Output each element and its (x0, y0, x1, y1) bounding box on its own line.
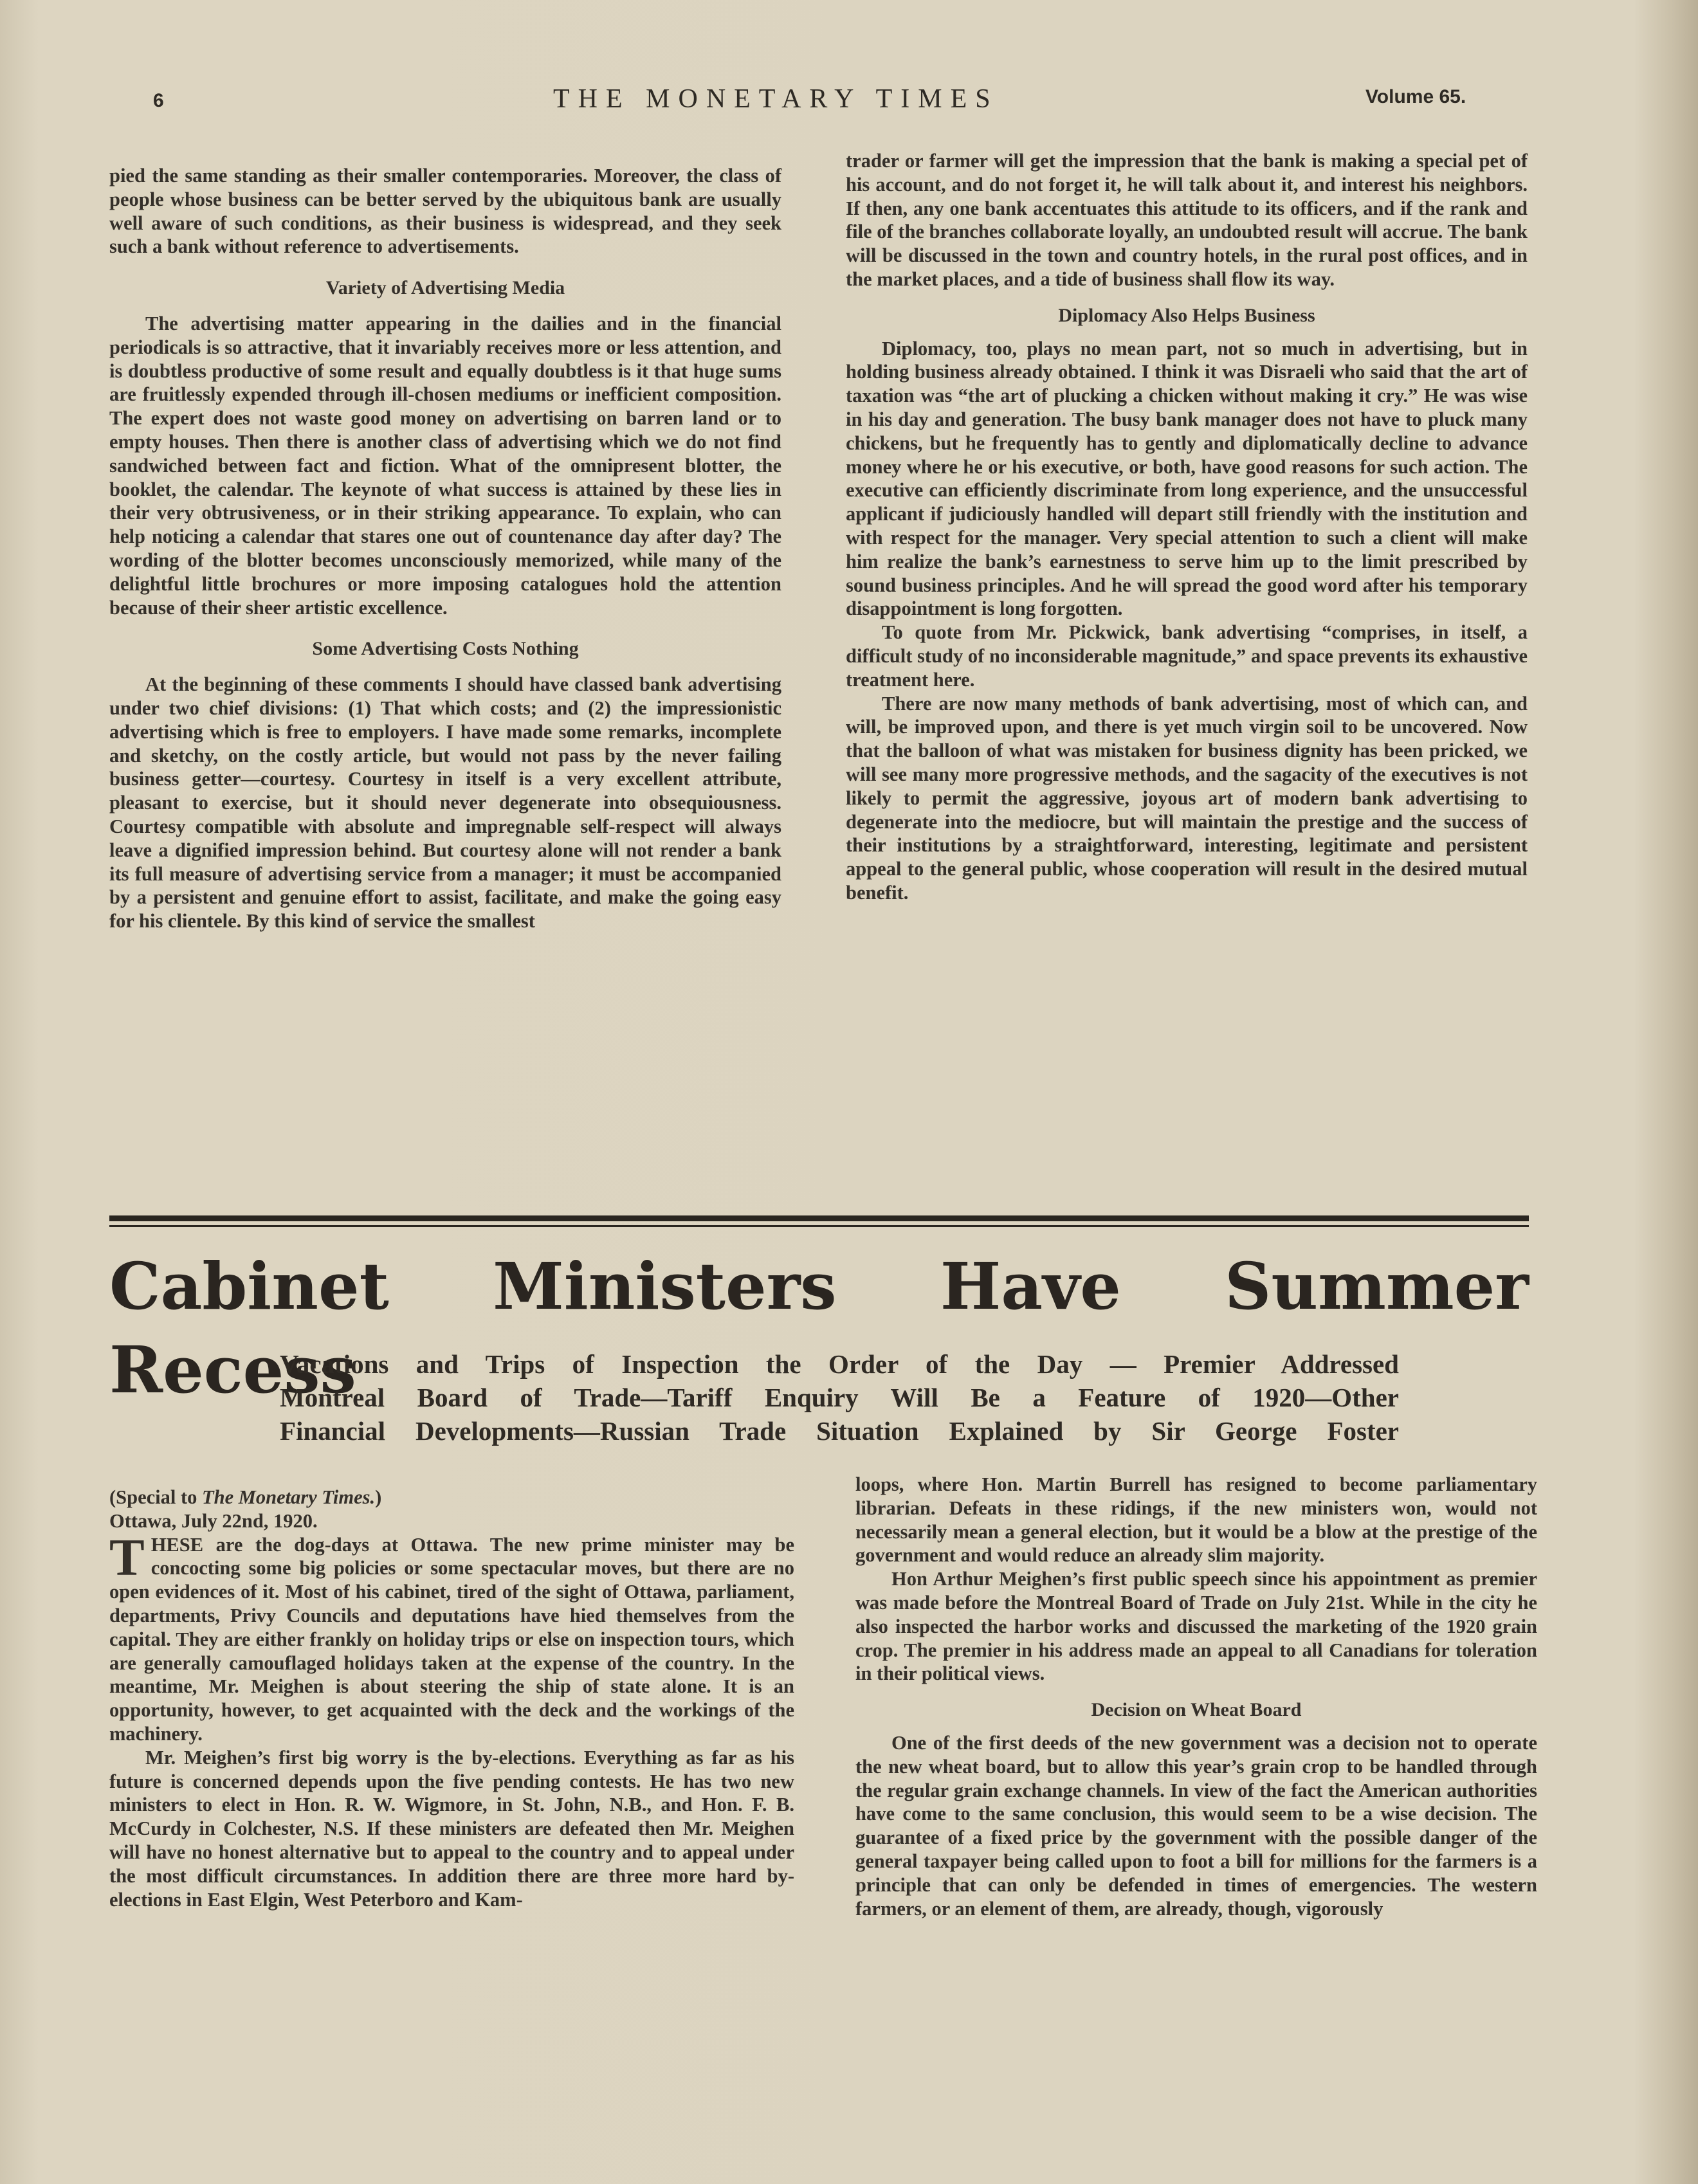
masthead-title: THE MONETARY TIMES (553, 84, 999, 114)
section-heading: Decision on Wheat Board (1091, 1699, 1302, 1721)
section-heading: Some Advertising Costs Nothing (312, 638, 579, 660)
column-top-left (109, 164, 781, 933)
article-subheadline (280, 1347, 1399, 1448)
section-heading: Diplomacy Also Helps Business (1058, 304, 1315, 326)
subheadline-line: Vacations and Trips of Inspection the Order of the Day — Premier Addressed (280, 1349, 1399, 1379)
paragraph: pied the same standing as their smaller contemporaries. Moreover, the class of people whose business can be better served by the ubiquitous bank are usually well aware of such conditions, as their business is widespread, and they seek such a bank without reference to advertisements. (109, 165, 781, 258)
paragraph: Diplomacy, too, plays no mean part, not so much in advertising, but in holding business already obtained. I think it was Disraeli who said that the art of taxation was “the art of plucking a chicken without making it cry.” He was wise in his day and generation. The busy bank manager does not have to pluck many chickens, but he frequently has to gently and diplomatically decline to advance money where he or his executive, or both, have good reasons for such action. The executive can efficiently discriminate from long experience, and the unsuccessful applicant if judiciously handled will depart still friendly with the institution and with respect for the manager. Very special attention to such a client will make him realize the bank’s earnestness to serve him up to the limit prescribed by sound business principles. And he will spread the good word after his temporary disappointment is long forgotten. (846, 337, 1528, 620)
column-bottom-right (855, 1473, 1537, 1920)
page-number: 6 (153, 90, 164, 111)
article-headline: Cabinet Ministers Have Summer Recess (109, 1248, 1529, 1408)
paragraph: One of the first deeds of the new government was a decision not to operate the new wheat board, but to allow this year’s grain crop to be handled through the regular grain exchange channels. In view of the fact the American authorities have come to the same conclusion, this would seem to be a wise decision. The guarantee of a fixed price by the government with the possible danger of the general taxpayer being called upon to foot a bill for millions for the farmers is a principle that can only be defended in times of emergencies. The western farmers, or an element of them, are already, though, vigorously (855, 1731, 1537, 1920)
paragraph: loops, where Hon. Martin Burrell has resigned to become parliamentary librarian. Defeats in these ridings, if the new ministers won, would not necessarily mean a general election, but it would be a blow at the prestige of the government and would reduce an already slim majority. (855, 1473, 1537, 1567)
lead-paragraph: THESE are the dog-days at Ottawa. The new prime minister may be concocting some big policies or some spectacular moves, but there are no open evidences of it. Most of his cabinet, tired of the sight of Ottawa, parliament, departments, Privy Councils and deputations have hied themselves from the capital. They are either frankly on holiday trips or else on inspection tours, which are generally camouflaged holidays taken at the expense of the country. In the meantime, Mr. Meighen is about steering the ship of state alone. It is an opportunity, however, to get acquainted with the deck and the workings of the machinery. (109, 1527, 794, 1745)
paragraph: At the beginning of these comments I should have classed bank advertising under two chief divisions: (1) That which costs; and (2) the impressionistic advertising which is free to employers. I have made some remarks, incomplete and sketchy, on the costly article, but would not pass by the never failing business getter—courtesy. Courtesy in itself is a very excellent attribute, pleasant to exercise, but it should never degenerate into obsequiousness. Courtesy compatible with absolute and impregnable self-respect will always leave a dignified impression behind. But courtesy alone will not render a bank its full measure of advertising service from a manager; it must be accompanied by a persistent and genuine effort to assist, facilitate, and make the going easy for his clientele. By this kind of service the smallest (109, 673, 781, 933)
publication-name: The Monetary Times. (202, 1486, 376, 1508)
paragraph: To quote from Mr. Pickwick, bank advertising “comprises, in itself, a difficult study of no inconsiderable magnitude,” and space prevents its exhaustive treatment here. (846, 621, 1528, 691)
drop-cap: T (109, 1527, 145, 1587)
paragraph: Hon Arthur Meighen’s first public speech since his appointment as premier was made before the Montreal Board of Trade on July 21st. While in the city he also inspected the harbor works and discussed the marketing of the 1920 grain crop. The premier in his address made an appeal to all Canadians for toleration in their political views. (855, 1568, 1537, 1685)
paragraph: Mr. Meighen’s first big worry is the by-elections. Everything as far as his future is concerned depends upon the five pending contests. He has two new ministers to elect in Hon. R. W. Wigmore, in St. John, N.B., and Hon. F. B. McCurdy in Colchester, N.S. If these ministers are defeated then Mr. Meighen will have no honest alternative but to appeal to the country and to appeal under the most difficult circumstances. In addition there are three more hard by-elections in East Elgin, West Peterboro and Kam- (109, 1746, 794, 1911)
column-bottom-left (109, 1486, 794, 1911)
section-divider-thin (109, 1225, 1529, 1227)
byline: (Special to The Monetary Times.) (109, 1486, 382, 1508)
section-heading: Variety of Advertising Media (325, 277, 565, 299)
paragraph: The advertising matter appearing in the dailies and in the financial periodicals is so attractive, that it invariably receives more or less attention, and is doubtless productive of some result and equally doubtless is it that huge sums are fruitlessly expended through ill-chosen mediums or inefficient composition. The expert does not waste good money on advertising on barren land or to empty houses. Then there is another class of advertising which we do not find sandwiched between fact and fiction. What of the omnipresent blotter, the booklet, the calendar. The keynote of what success is attained by these lies in their very obtrusiveness, or in their striking appearance. To explain, who can help noticing a calendar that stares one out of countenance day after day? The wording of the blotter becomes unconsciously memorized, while many of the delightful little brochures or more imposing catalogues hold the attention because of their sheer artistic excellence. (109, 312, 781, 619)
volume-label: Volume 65. (1365, 86, 1466, 107)
paragraph: trader or farmer will get the impression that the bank is making a special pet of his account, and do not forget it, he will talk about it, and interest his neighbors. If then, any one bank accentuates this attitude to its officers, and if the rank and file of the branches collaborate loyally, an undoubted result will accrue. The bank will be discussed in the town and country hotels, in the rural post offices, and in the market places, and a tide of business shall flow its way. (846, 150, 1528, 290)
subheadline-line: Montreal Board of Trade—Tariff Enquiry Will Be a Feature of 1920—Other (280, 1383, 1399, 1412)
section-divider-thick (109, 1215, 1529, 1221)
subheadline-line: Financial Developments—Russian Trade Situation Explained by Sir George Foster (280, 1416, 1399, 1446)
dateline: Ottawa, July 22nd, 1920. (109, 1509, 318, 1532)
page-header (0, 84, 1698, 122)
column-top-right (846, 149, 1528, 905)
paragraph: There are now many methods of bank advertising, most of which can, and will, be improved upon, and there is yet much virgin soil to be uncovered. Now that the balloon of what was mistaken for business dignity has been pricked, we will see many more progressive methods, and the sagacity of the executives is not likely to permit the aggressive, joyous art of modern bank advertising to degenerate into the mediocre, but will maintain the prestige and the success of their institutions by a straightforward, interesting, legitimate and persistent appeal to the general public, whose cooperation will result in the desired mutual benefit. (846, 692, 1528, 904)
